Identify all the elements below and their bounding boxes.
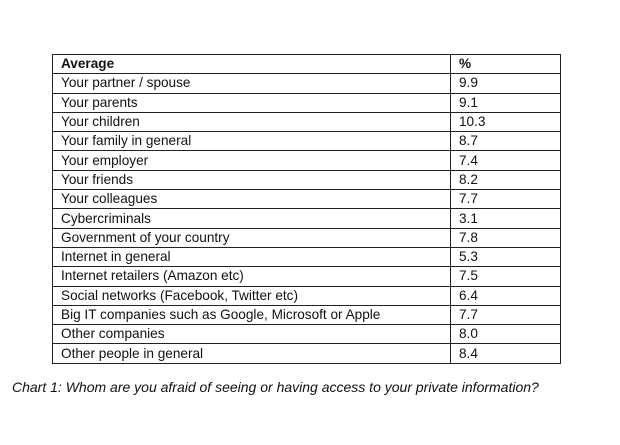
row-label: Your friends xyxy=(53,170,451,189)
row-label: Social networks (Facebook, Twitter etc) xyxy=(53,286,451,305)
row-value: 8.7 xyxy=(451,132,561,151)
row-value: 3.1 xyxy=(451,209,561,228)
table-row xyxy=(53,228,561,247)
table-row xyxy=(53,74,561,93)
header-average: Average xyxy=(53,55,451,74)
row-label: Your children xyxy=(53,112,451,131)
table-row xyxy=(53,132,561,151)
row-value: 7.7 xyxy=(451,305,561,324)
data-table xyxy=(52,54,561,364)
row-value: 6.4 xyxy=(451,286,561,305)
row-label: Your parents xyxy=(53,93,451,112)
table-row xyxy=(53,151,561,170)
row-value: 7.8 xyxy=(451,228,561,247)
row-label: Big IT companies such as Google, Microsoft or Apple xyxy=(53,305,451,324)
row-label: Your employer xyxy=(53,151,451,170)
table-row xyxy=(53,247,561,266)
row-label: Internet in general xyxy=(53,247,451,266)
row-value: 8.4 xyxy=(451,344,561,363)
table-row xyxy=(53,286,561,305)
row-value: 7.5 xyxy=(451,267,561,286)
table-row xyxy=(53,344,561,363)
table-row xyxy=(53,267,561,286)
row-value: 7.4 xyxy=(451,151,561,170)
table-row xyxy=(53,190,561,209)
row-value: 9.9 xyxy=(451,74,561,93)
row-label: Your partner / spouse xyxy=(53,74,451,93)
table-row xyxy=(53,305,561,324)
row-value: 8.2 xyxy=(451,170,561,189)
table-row xyxy=(53,209,561,228)
row-label: Your colleagues xyxy=(53,190,451,209)
row-label: Other companies xyxy=(53,325,451,344)
row-value: 9.1 xyxy=(451,93,561,112)
table-row xyxy=(53,170,561,189)
row-value: 7.7 xyxy=(451,190,561,209)
row-value: 5.3 xyxy=(451,247,561,266)
table-row xyxy=(53,325,561,344)
row-label: Your family in general xyxy=(53,132,451,151)
row-label: Other people in general xyxy=(53,344,451,363)
table-header-row xyxy=(53,55,561,74)
row-label: Government of your country xyxy=(53,228,451,247)
header-percent: % xyxy=(451,55,561,74)
row-label: Internet retailers (Amazon etc) xyxy=(53,267,451,286)
row-value: 10.3 xyxy=(451,112,561,131)
chart-caption: Chart 1: Whom are you afraid of seeing or having access to your private information? xyxy=(12,379,539,395)
table-row xyxy=(53,93,561,112)
table-row xyxy=(53,112,561,131)
row-value: 8.0 xyxy=(451,325,561,344)
row-label: Cybercriminals xyxy=(53,209,451,228)
